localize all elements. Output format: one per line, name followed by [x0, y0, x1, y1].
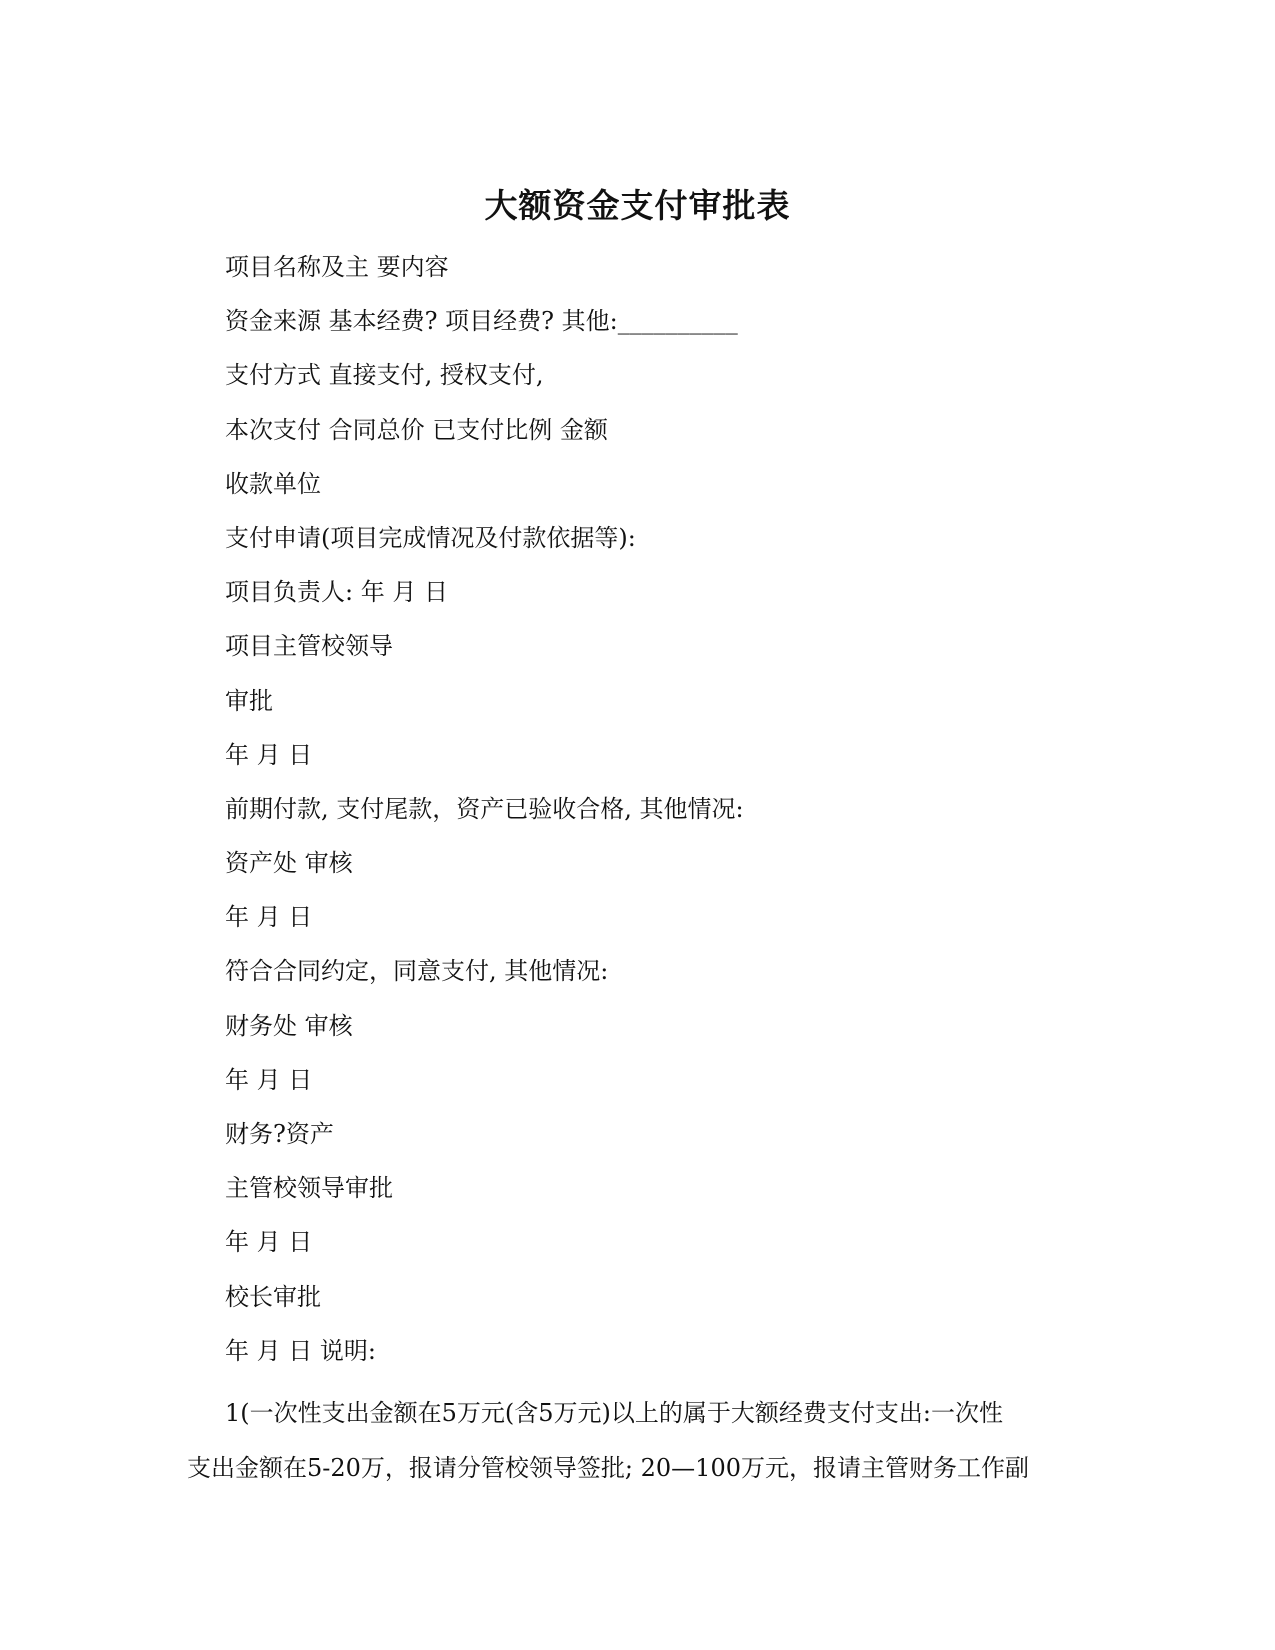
form-line: 支付方式 直接支付, 授权支付, [225, 361, 544, 390]
form-line: 年 月 日 [225, 903, 313, 932]
note-line-1: 1(一次性支出金额在5万元(含5万元)以上的属于大额经费支付支出:一次性 [225, 1399, 1003, 1427]
form-line: 年 月 日 [225, 1228, 313, 1257]
form-line: 资产处 审核 [225, 849, 353, 878]
form-line: 校长审批 [225, 1282, 321, 1311]
note-line-2: 支出金额在5-20万，报请分管校领导签批; 20—100万元，报请主管财务工作副 [187, 1454, 1029, 1482]
form-line: 项目名称及主 要内容 [225, 253, 449, 281]
form-line: 年 月 日 [225, 1065, 313, 1094]
form-line: 主管校领导审批 [225, 1174, 393, 1203]
form-line: 项目负责人: 年 月 日 [225, 578, 448, 607]
form-line: 支付申请(项目完成情况及付款依据等): [225, 523, 636, 552]
form-line: 财务处 审核 [225, 1011, 353, 1040]
form-line: 符合合同约定，同意支付, 其他情况: [225, 957, 609, 986]
form-lines [225, 250, 1125, 1388]
form-line: 项目主管校领导 [225, 632, 393, 661]
document-title: 大额资金支付审批表 [484, 186, 791, 225]
explanation-note [187, 1396, 1087, 1485]
form-line: 审批 [225, 686, 273, 715]
form-line: 资金来源 基本经费? 项目经费? 其他:__________ [225, 307, 738, 336]
form-line: 财务?资产 [225, 1120, 334, 1148]
form-line: 收款单位 [225, 469, 321, 498]
form-line: 本次支付 合同总价 已支付比例 金额 [225, 415, 608, 444]
form-line: 年 月 日 说明: [225, 1336, 376, 1365]
form-line: 年 月 日 [225, 740, 313, 769]
form-line: 前期付款, 支付尾款，资产已验收合格, 其他情况: [225, 794, 744, 823]
